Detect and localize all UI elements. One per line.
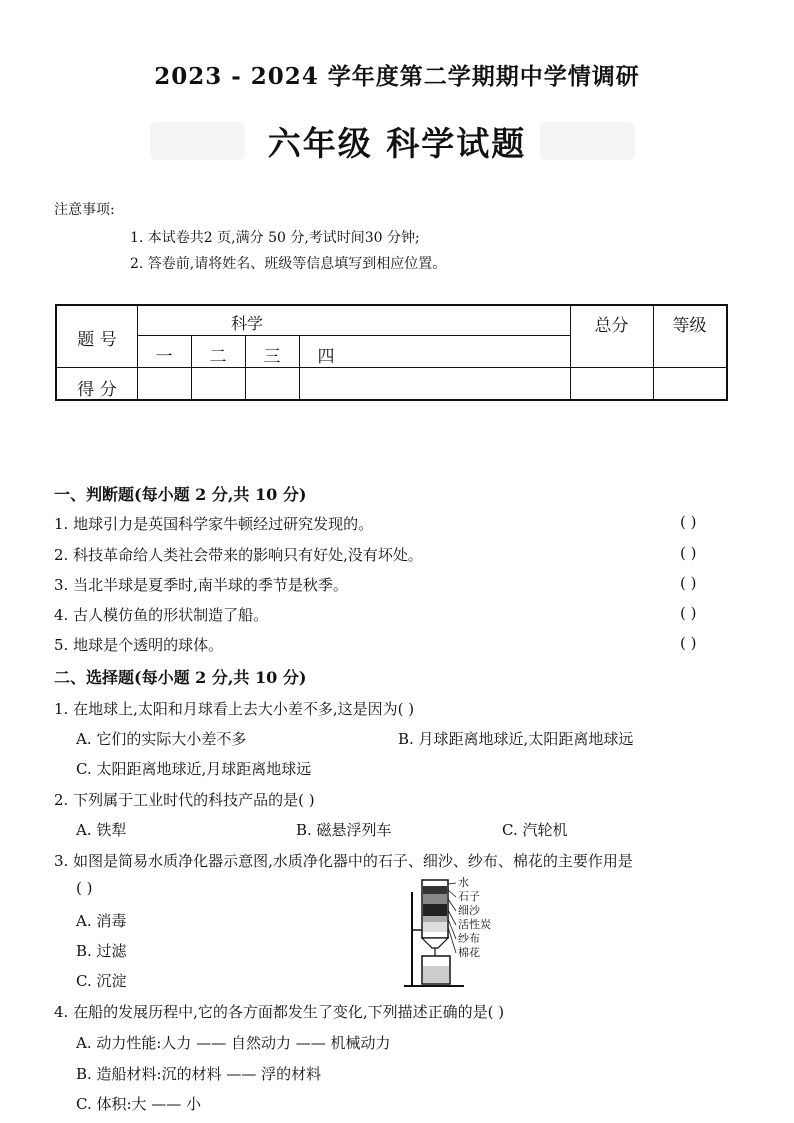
- option-a[interactable]: A. 它们的实际大小差不多: [76, 730, 247, 748]
- note-item: 2. 答卷前,请将姓名、班级等信息填写到相应位置。: [130, 256, 447, 272]
- column-header: 四: [317, 347, 335, 367]
- score-table: [55, 304, 728, 401]
- column-header: 一: [155, 347, 173, 367]
- option-b[interactable]: B. 磁悬浮列车: [296, 821, 392, 839]
- total-header: 总分: [594, 316, 629, 336]
- option-c[interactable]: C. 体积:大 —— 小: [76, 1095, 202, 1113]
- section-heading: 二、选择题(每小题 2 分,共 10 分): [54, 668, 307, 687]
- answer-blank[interactable]: ( ): [680, 544, 697, 562]
- note-item: 1. 本试卷共2 页,满分 50 分,考试时间30 分钟;: [130, 230, 420, 246]
- column-header: 三: [263, 347, 281, 367]
- subject-header: 科学: [230, 314, 263, 333]
- grade-header: 等级: [672, 316, 707, 336]
- option-a[interactable]: A. 铁犁: [76, 821, 127, 839]
- notes-heading: 注意事项:: [54, 202, 115, 218]
- section-heading: 一、判断题(每小题 2 分,共 10 分): [54, 485, 307, 504]
- figure-label: 石子: [458, 890, 480, 903]
- option-b[interactable]: B. 过滤: [76, 942, 127, 960]
- option-b[interactable]: B. 造船材料:沉的材料 —— 浮的材料: [76, 1065, 322, 1083]
- column-header: 二: [209, 347, 227, 367]
- row-label-score: 得 分: [77, 380, 117, 400]
- figure-label: 水: [458, 876, 469, 889]
- option-c[interactable]: C. 太阳距离地球近,月球距离地球远: [76, 760, 312, 778]
- figure-label: 活性炭: [458, 918, 491, 931]
- figure-label: 棉花: [458, 946, 480, 959]
- question-text: 3. 如图是简易水质净化器示意图,水质净化器中的石子、细沙、纱布、棉花的主要作用是: [54, 852, 633, 870]
- exam-title: 2023 - 2024 学年度第二学期期中学情调研: [154, 63, 640, 90]
- question-text: 1. 在地球上,太阳和月球看上去大小差不多,这是因为( ): [54, 700, 415, 718]
- answer-blank[interactable]: ( ): [680, 574, 697, 592]
- question-text: 2. 下列属于工业时代的科技产品的是( ): [54, 791, 315, 809]
- water-purifier-figure: [400, 872, 510, 992]
- option-a[interactable]: A. 动力性能:人力 —— 自然动力 —— 机械动力: [76, 1034, 391, 1052]
- question-text: 5. 地球是个透明的球体。: [54, 636, 224, 654]
- row-label-question-number: 题 号: [77, 330, 117, 350]
- option-a[interactable]: A. 消毒: [76, 912, 127, 930]
- figure-label: 细沙: [458, 904, 480, 917]
- option-c[interactable]: C. 汽轮机: [502, 821, 568, 839]
- question-text: 4. 古人模仿鱼的形状制造了船。: [54, 606, 269, 624]
- answer-blank[interactable]: ( ): [680, 604, 697, 622]
- question-text: 2. 科技革命给人类社会带来的影响只有好处,没有坏处。: [54, 546, 423, 564]
- question-text: 4. 在船的发展历程中,它的各方面都发生了变化,下列描述正确的是( ): [54, 1003, 505, 1021]
- answer-blank[interactable]: ( ): [680, 513, 697, 531]
- question-text: 1. 地球引力是英国科学家牛顿经过研究发现的。: [54, 515, 374, 533]
- option-b[interactable]: B. 月球距离地球近,太阳距离地球远: [398, 730, 634, 748]
- option-c[interactable]: C. 沉淀: [76, 972, 127, 990]
- exam-subtitle: 六年级 科学试题: [267, 124, 527, 163]
- answer-blank[interactable]: ( ): [76, 879, 93, 897]
- answer-blank[interactable]: ( ): [680, 634, 697, 652]
- question-text: 3. 当北半球是夏季时,南半球的季节是秋季。: [54, 576, 348, 594]
- figure-label: 纱布: [458, 932, 480, 945]
